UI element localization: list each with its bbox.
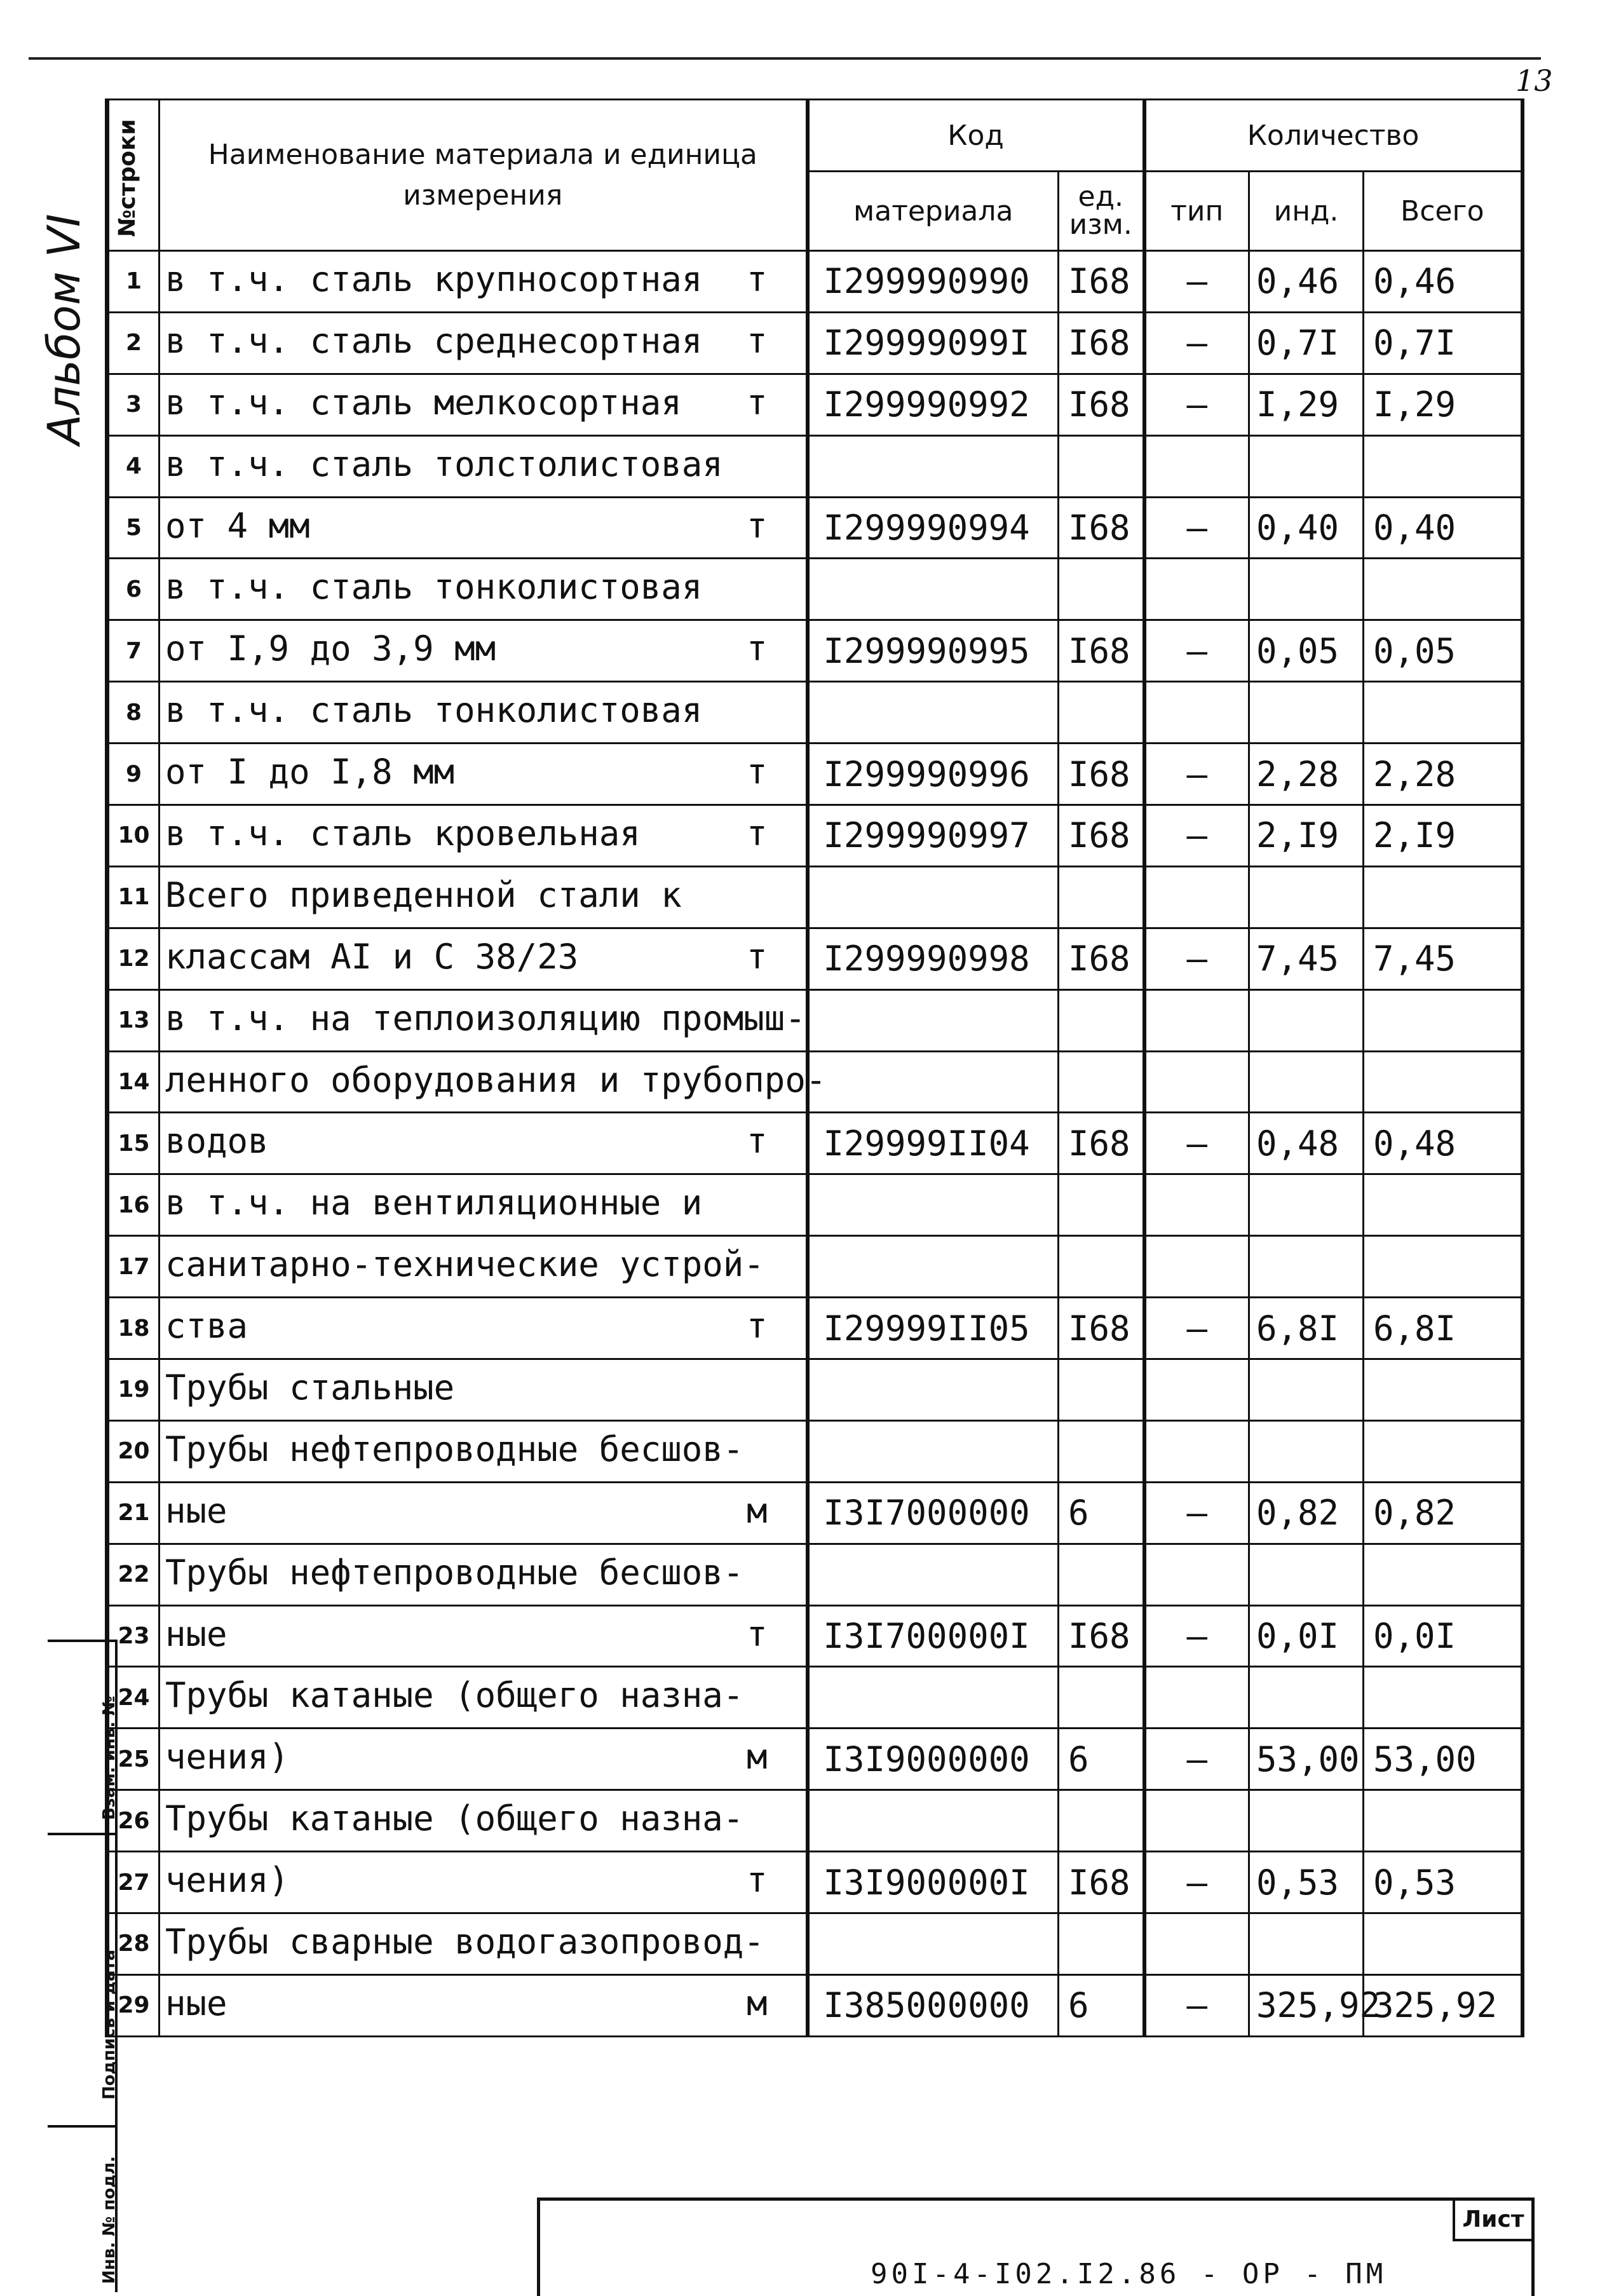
- qty-type: –: [1144, 1482, 1249, 1544]
- qty-total: 0,05: [1364, 620, 1522, 682]
- table-row: [109, 1544, 1522, 1605]
- table-row: [109, 1790, 1522, 1852]
- material-name-text: ленного оборудования и трубопро-: [165, 1059, 827, 1100]
- material-name-text: Трубы стальные: [165, 1368, 455, 1408]
- qty-ind: 0,0I: [1249, 1605, 1364, 1667]
- material-name-text: в т.ч. на теплоизоляцию промыш-: [165, 998, 806, 1038]
- table-row: [109, 1852, 1522, 1913]
- unit-code: [1059, 1420, 1144, 1482]
- material-code: I385000000: [808, 1974, 1059, 2036]
- table-row: [109, 1236, 1522, 1298]
- qty-type: [1144, 1420, 1249, 1482]
- material-code: [808, 1420, 1059, 1482]
- material-code: I299990994: [808, 497, 1059, 559]
- unit-code: [1059, 1790, 1144, 1852]
- material-name-text: Трубы катаные (общего назна-: [165, 1675, 744, 1716]
- qty-ind: 2,28: [1249, 744, 1364, 805]
- material-name: [159, 805, 808, 867]
- qty-ind: 0,46: [1249, 251, 1364, 313]
- qty-type: –: [1144, 251, 1249, 313]
- qty-ind: [1249, 1051, 1364, 1113]
- rownum-header: №строки: [109, 100, 159, 251]
- table-row: [109, 1113, 1522, 1174]
- qty-ind: 0,05: [1249, 620, 1364, 682]
- unit-code: [1059, 559, 1144, 620]
- material-name: [159, 1974, 808, 2036]
- table-row: [109, 312, 1522, 374]
- table-row: [109, 1974, 1522, 2036]
- qty-ind: 6,8I: [1249, 1298, 1364, 1359]
- qty-type: –: [1144, 1729, 1249, 1790]
- unit-code: I68: [1059, 497, 1144, 559]
- row-number: 24: [109, 1667, 159, 1729]
- qty-type: –: [1144, 1974, 1249, 2036]
- qty-ind: 7,45: [1249, 928, 1364, 989]
- qty-type-header: тип: [1144, 172, 1249, 251]
- materials-table: [107, 98, 1524, 2037]
- table-row: [109, 1482, 1522, 1544]
- qty-ind: 0,82: [1249, 1482, 1364, 1544]
- row-number: 20: [109, 1420, 159, 1482]
- qty-total: [1364, 1913, 1522, 1975]
- material-name-text: в т.ч. сталь тонколистовая: [165, 567, 703, 608]
- materials-table-wrap: [105, 98, 1518, 2037]
- qty-ind: 0,48: [1249, 1113, 1364, 1174]
- material-code: I3I7000000: [808, 1482, 1059, 1544]
- material-name: [159, 251, 808, 313]
- qty-type: [1144, 1359, 1249, 1421]
- material-unit: т: [746, 1860, 768, 1901]
- code-group-header: Код: [808, 100, 1144, 172]
- material-name-text: в т.ч. сталь мелкосортная: [165, 382, 682, 423]
- material-name-text: водов: [165, 1121, 269, 1162]
- qty-ind: [1249, 559, 1364, 620]
- material-code: I29999II04: [808, 1113, 1059, 1174]
- unit-code: [1059, 989, 1144, 1051]
- table-row: [109, 1174, 1522, 1236]
- material-name: [159, 1852, 808, 1913]
- row-number: 21: [109, 1482, 159, 1544]
- unit-code: [1059, 1051, 1144, 1113]
- qty-type: [1144, 1790, 1249, 1852]
- qty-total: 7,45: [1364, 928, 1522, 989]
- row-number: 26: [109, 1790, 159, 1852]
- row-number: 25: [109, 1729, 159, 1790]
- row-number: 11: [109, 866, 159, 928]
- unit-code: [1059, 1236, 1144, 1298]
- material-name-text: от 4 мм: [165, 505, 310, 546]
- qty-ind: 0,40: [1249, 497, 1364, 559]
- material-name: [159, 1359, 808, 1421]
- table-row: [109, 1420, 1522, 1482]
- material-unit: т: [746, 259, 768, 299]
- material-name: [159, 1790, 808, 1852]
- row-number: 4: [109, 435, 159, 497]
- table-row: [109, 497, 1522, 559]
- table-row: [109, 374, 1522, 435]
- qty-type: [1144, 1913, 1249, 1975]
- qty-type: –: [1144, 620, 1249, 682]
- material-name: [159, 1113, 808, 1174]
- qty-total: [1364, 559, 1522, 620]
- unit-code: [1059, 1359, 1144, 1421]
- qty-ind: [1249, 1544, 1364, 1605]
- qty-total: [1364, 1544, 1522, 1605]
- material-unit: т: [746, 628, 768, 669]
- qty-total: 0,48: [1364, 1113, 1522, 1174]
- material-code: I299990990: [808, 251, 1059, 313]
- qty-total: 0,82: [1364, 1482, 1522, 1544]
- material-name: [159, 435, 808, 497]
- row-number: 6: [109, 559, 159, 620]
- stamp-divider: [48, 1833, 118, 1835]
- unit-code: I68: [1059, 928, 1144, 989]
- row-number: 29: [109, 1974, 159, 2036]
- material-name-text: Всего приведенной стали к: [165, 874, 682, 915]
- material-code: I299990998: [808, 928, 1059, 989]
- unit-code: [1059, 435, 1144, 497]
- table-row: [109, 989, 1522, 1051]
- material-name: [159, 559, 808, 620]
- material-code: [808, 559, 1059, 620]
- qty-type: [1144, 866, 1249, 928]
- row-number: 8: [109, 682, 159, 744]
- table-row: [109, 251, 1522, 313]
- unit-code: 6: [1059, 1974, 1144, 2036]
- material-name: [159, 1729, 808, 1790]
- stamp-label-orig: Инв. № подл.: [100, 2156, 119, 2284]
- table-row: [109, 744, 1522, 805]
- row-number: 3: [109, 374, 159, 435]
- material-name-text: в т.ч. сталь среднесортная: [165, 320, 703, 361]
- row-number: 2: [109, 312, 159, 374]
- unit-code: 6: [1059, 1729, 1144, 1790]
- material-code: I3I9000000: [808, 1729, 1059, 1790]
- qty-type: –: [1144, 1605, 1249, 1667]
- qty-total: [1364, 682, 1522, 744]
- qty-ind: [1249, 989, 1364, 1051]
- material-name-text: чения): [165, 1860, 290, 1901]
- row-number: 10: [109, 805, 159, 867]
- unit-code: I68: [1059, 1852, 1144, 1913]
- qty-type: [1144, 1667, 1249, 1729]
- material-name-text: чения): [165, 1737, 290, 1777]
- qty-type: –: [1144, 1113, 1249, 1174]
- qty-ind: [1249, 1790, 1364, 1852]
- material-code: [808, 1667, 1059, 1729]
- qty-ind: [1249, 1174, 1364, 1236]
- material-code: [808, 1174, 1059, 1236]
- material-unit: т: [746, 1306, 768, 1347]
- page-number: 13: [1516, 64, 1553, 98]
- qty-ind: [1249, 435, 1364, 497]
- material-code: [808, 1236, 1059, 1298]
- qty-ind: [1249, 1420, 1364, 1482]
- row-number: 13: [109, 989, 159, 1051]
- table-row: [109, 1729, 1522, 1790]
- material-name: [159, 1482, 808, 1544]
- material-code: [808, 1051, 1059, 1113]
- row-number: 9: [109, 744, 159, 805]
- qty-total: I,29: [1364, 374, 1522, 435]
- qty-type: –: [1144, 805, 1249, 867]
- unit-code: I68: [1059, 251, 1144, 313]
- qty-total: 0,0I: [1364, 1605, 1522, 1667]
- qty-type: –: [1144, 744, 1249, 805]
- material-code: I299990995: [808, 620, 1059, 682]
- table-row: [109, 805, 1522, 867]
- material-unit: т: [746, 1121, 768, 1162]
- unit-code: 6: [1059, 1482, 1144, 1544]
- material-name: [159, 1298, 808, 1359]
- material-name-text: Трубы катаные (общего назна-: [165, 1798, 744, 1839]
- qty-ind: [1249, 1236, 1364, 1298]
- qty-ind-header: инд.: [1249, 172, 1364, 251]
- material-name: [159, 374, 808, 435]
- unit-code: [1059, 866, 1144, 928]
- qty-total: 0,46: [1364, 251, 1522, 313]
- table-row: [109, 1667, 1522, 1729]
- material-name: [159, 928, 808, 989]
- material-name-text: в т.ч. сталь толстолистовая: [165, 444, 723, 484]
- qty-type: –: [1144, 497, 1249, 559]
- material-code: [808, 682, 1059, 744]
- qty-type: [1144, 559, 1249, 620]
- qty-ind: [1249, 866, 1364, 928]
- unit-code: [1059, 1913, 1144, 1975]
- unit-code: [1059, 1544, 1144, 1605]
- qty-type: –: [1144, 312, 1249, 374]
- material-unit: т: [746, 505, 768, 546]
- qty-total: 0,53: [1364, 1852, 1522, 1913]
- material-code: I29999II05: [808, 1298, 1059, 1359]
- material-name-text: в т.ч. сталь крупносортная: [165, 259, 703, 299]
- material-name-text: ные: [165, 1983, 227, 2023]
- stamp-divider: [48, 2125, 118, 2128]
- material-code: I3I700000I: [808, 1605, 1059, 1667]
- table-row: [109, 1298, 1522, 1359]
- unit-code: I68: [1059, 1298, 1144, 1359]
- table-row: [109, 928, 1522, 989]
- qty-total: [1364, 989, 1522, 1051]
- material-code: I299990996: [808, 744, 1059, 805]
- document-code: 90I-4-I02.I2.86 - ОР - ПМ: [871, 2258, 1387, 2290]
- unit-code: [1059, 682, 1144, 744]
- qty-total: [1364, 435, 1522, 497]
- qty-ind: 2,I9: [1249, 805, 1364, 867]
- row-number: 5: [109, 497, 159, 559]
- qty-total: 0,7I: [1364, 312, 1522, 374]
- material-code: [808, 1544, 1059, 1605]
- row-number: 28: [109, 1913, 159, 1975]
- qty-total: [1364, 1359, 1522, 1421]
- material-unit: т: [746, 752, 768, 792]
- code-unit-header: ед. изм.: [1059, 172, 1144, 251]
- sheet-label: Лист: [1453, 2201, 1531, 2241]
- material-code: I299990997: [808, 805, 1059, 867]
- qty-type: [1144, 682, 1249, 744]
- unit-code: I68: [1059, 1113, 1144, 1174]
- material-name-text: санитарно-технические устрой-: [165, 1244, 764, 1285]
- album-label: Альбом VI: [38, 214, 90, 445]
- table-row: [109, 1359, 1522, 1421]
- material-name: [159, 497, 808, 559]
- qty-total: [1364, 1420, 1522, 1482]
- material-name: [159, 1667, 808, 1729]
- row-number: 12: [109, 928, 159, 989]
- qty-ind: 53,00: [1249, 1729, 1364, 1790]
- qty-total: [1364, 1174, 1522, 1236]
- qty-total: 6,8I: [1364, 1298, 1522, 1359]
- stamp-label-inv: Взам. инв. №: [100, 1695, 119, 1820]
- qty-type: [1144, 1174, 1249, 1236]
- qty-ind: 0,53: [1249, 1852, 1364, 1913]
- material-name-text: ства: [165, 1306, 248, 1347]
- unit-code: [1059, 1667, 1144, 1729]
- unit-code: I68: [1059, 620, 1144, 682]
- material-code: I299990992: [808, 374, 1059, 435]
- table-row: [109, 1051, 1522, 1113]
- qty-total: 2,I9: [1364, 805, 1522, 867]
- material-name-text: от I,9 до 3,9 мм: [165, 628, 496, 669]
- material-code: [808, 866, 1059, 928]
- qty-total: 0,40: [1364, 497, 1522, 559]
- qty-ind: 325,92: [1249, 1974, 1364, 2036]
- row-number: 7: [109, 620, 159, 682]
- qty-ind: [1249, 1359, 1364, 1421]
- material-name-text: от I до I,8 мм: [165, 752, 455, 792]
- qty-type: [1144, 435, 1249, 497]
- material-name-text: Трубы нефтепроводные бесшов-: [165, 1429, 744, 1469]
- material-name: [159, 1420, 808, 1482]
- row-number: 18: [109, 1298, 159, 1359]
- material-name-text: ные: [165, 1490, 227, 1531]
- unit-code: I68: [1059, 312, 1144, 374]
- row-number: 16: [109, 1174, 159, 1236]
- qty-type: –: [1144, 1298, 1249, 1359]
- qty-type: –: [1144, 374, 1249, 435]
- qty-ind: [1249, 682, 1364, 744]
- table-row: [109, 559, 1522, 620]
- material-name: [159, 682, 808, 744]
- unit-code: I68: [1059, 805, 1144, 867]
- material-code: [808, 1913, 1059, 1975]
- material-name: [159, 1913, 808, 1975]
- material-name: [159, 989, 808, 1051]
- material-unit: т: [746, 1613, 768, 1654]
- row-number: 17: [109, 1236, 159, 1298]
- qty-total: [1364, 1236, 1522, 1298]
- row-number: 15: [109, 1113, 159, 1174]
- qty-total: 53,00: [1364, 1729, 1522, 1790]
- material-name: [159, 312, 808, 374]
- material-name-text: классам AI и С 38/23: [165, 936, 579, 977]
- top-rule: [29, 57, 1541, 60]
- qty-type: [1144, 1544, 1249, 1605]
- unit-code: I68: [1059, 744, 1144, 805]
- stamp-label-sign: Подпись и дата: [100, 1949, 119, 2100]
- material-code: [808, 435, 1059, 497]
- qty-total: [1364, 1790, 1522, 1852]
- material-name-text: в т.ч. сталь кровельная: [165, 813, 641, 854]
- row-number: 22: [109, 1544, 159, 1605]
- material-name: [159, 620, 808, 682]
- material-unit: м: [746, 1983, 768, 2023]
- qty-type: –: [1144, 1852, 1249, 1913]
- qty-total: [1364, 1667, 1522, 1729]
- material-unit: м: [746, 1737, 768, 1777]
- row-number: 23: [109, 1605, 159, 1667]
- qty-group-header: Количество: [1144, 100, 1522, 172]
- table-row: [109, 866, 1522, 928]
- material-name: [159, 1236, 808, 1298]
- material-code: I29999099I: [808, 312, 1059, 374]
- qty-total-header: Всего: [1364, 172, 1522, 251]
- qty-type: [1144, 1236, 1249, 1298]
- material-name-text: Трубы нефтепроводные бесшов-: [165, 1552, 744, 1593]
- qty-type: –: [1144, 928, 1249, 989]
- material-code: I3I900000I: [808, 1852, 1059, 1913]
- qty-ind: I,29: [1249, 374, 1364, 435]
- qty-total: 2,28: [1364, 744, 1522, 805]
- material-name-text: в т.ч. на вентиляционные и: [165, 1183, 703, 1223]
- material-unit: т: [746, 382, 768, 423]
- qty-type: [1144, 989, 1249, 1051]
- material-code: [808, 1790, 1059, 1852]
- qty-ind: 0,7I: [1249, 312, 1364, 374]
- material-unit: т: [746, 813, 768, 854]
- unit-code: I68: [1059, 374, 1144, 435]
- table-row: [109, 682, 1522, 744]
- qty-ind: [1249, 1667, 1364, 1729]
- material-unit: т: [746, 320, 768, 361]
- material-name-text: Трубы сварные водогазопровод-: [165, 1922, 764, 1962]
- row-number: 1: [109, 251, 159, 313]
- material-name-text: в т.ч. сталь тонколистовая: [165, 690, 703, 731]
- material-unit: т: [746, 936, 768, 977]
- unit-code: I68: [1059, 1605, 1144, 1667]
- material-name-text: ные: [165, 1613, 227, 1654]
- material-code: [808, 989, 1059, 1051]
- material-name: [159, 1174, 808, 1236]
- side-stamp: [48, 1640, 118, 2292]
- unit-code: [1059, 1174, 1144, 1236]
- row-number: 27: [109, 1852, 159, 1913]
- table-row: [109, 1605, 1522, 1667]
- material-name: [159, 744, 808, 805]
- qty-total: 325,92: [1364, 1974, 1522, 2036]
- table-row: [109, 435, 1522, 497]
- row-number: 14: [109, 1051, 159, 1113]
- material-name: [159, 1544, 808, 1605]
- qty-total: [1364, 1051, 1522, 1113]
- qty-ind: [1249, 1913, 1364, 1975]
- material-name: [159, 1605, 808, 1667]
- table-row: [109, 620, 1522, 682]
- qty-total: [1364, 866, 1522, 928]
- material-code: [808, 1359, 1059, 1421]
- row-number: 19: [109, 1359, 159, 1421]
- table-row: [109, 1913, 1522, 1975]
- material-name: [159, 1051, 827, 1113]
- code-material-header: материала: [808, 172, 1059, 251]
- material-unit: м: [746, 1490, 768, 1531]
- title-block: [537, 2198, 1535, 2296]
- name-header: Наименование материала и единица измерения: [159, 100, 808, 251]
- material-name: [159, 866, 808, 928]
- qty-type: [1144, 1051, 1249, 1113]
